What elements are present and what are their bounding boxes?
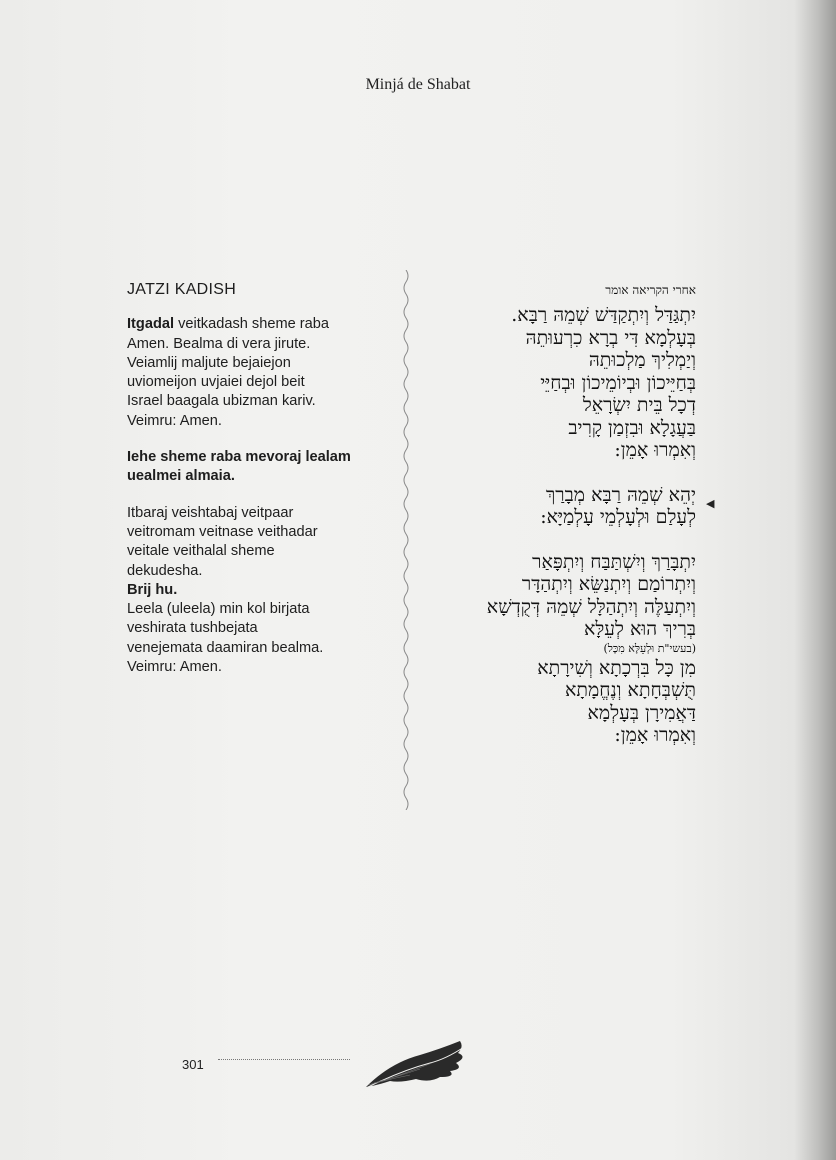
- hebrew-line: וְיִתְרוֹמַם וְיִתְנַשֵּׂא וְיִתְהַדָּר: [521, 573, 696, 595]
- hebrew-line: בְּעָלְמָא דִּי בְרָא כִרְעוּתֵהּ: [525, 326, 696, 349]
- paragraph-line: Veiamlij maljute bejaiejon: [127, 354, 291, 371]
- triangle-marker-icon: ◀: [706, 498, 715, 510]
- hebrew-heading: אחרי הקריאה אומר: [605, 283, 696, 297]
- page-title: Minjá de Shabat: [365, 76, 471, 93]
- hebrew-line: יְהֵא שְׁמֵהּ רַבָּא מְבָרַךְ: [545, 483, 696, 506]
- hebrew-line: בַּעֲגָלָא וּבִזְמַן קָרִיב: [568, 416, 696, 439]
- hebrew-line: וְיַמְלִיךְ מַלְכוּתֵהּ: [588, 349, 696, 371]
- hebrew-block-1: [376, 304, 696, 462]
- paragraph-itbaraj: [127, 504, 397, 678]
- hebrew-line: יִתְבָּרַךְ וְיִשְׁתַּבַּח וְיִתְפָּאַר: [532, 550, 696, 573]
- hebrew-line: דְכָל בֵּית יִשְׂרָאֵל: [582, 394, 696, 416]
- paragraph-line: uviomeijon uvjaiei dejol beit: [127, 374, 305, 391]
- paragraph-line: Amen. Bealma di vera jirute.: [127, 335, 311, 352]
- paragraph-line: Veimru: Amen.: [127, 412, 222, 429]
- hebrew-line: וְיִתְעַלֶּה וְיִתְהַלָּל שְׁמֵהּ דְּקֻדְשָׁא: [486, 595, 696, 618]
- paragraph-line: venejemata daamiran bealma.: [127, 639, 324, 656]
- footer-dotted-rule: [218, 1059, 350, 1060]
- feather-ornament-icon: [360, 1033, 472, 1093]
- paragraph-line: Itbaraj veishtabaj veitpaar: [127, 504, 294, 521]
- paragraph-line: dekudesha.: [127, 562, 203, 579]
- paragraph-line: Iehe sheme raba mevoraj lealam: [127, 449, 351, 466]
- hebrew-line: לְעָלַם וּלְעָלְמֵי עָלְמַיָּא:: [540, 506, 696, 528]
- paragraph-line: [127, 315, 397, 334]
- hebrew-line: בְּחַיֵּיכוֹן וּבְיוֹמֵיכוֹן וּבְחַיֵּי: [540, 371, 696, 394]
- hebrew-line: מִן כָּל בִּרְכָתָא וְשִׁירָתָא: [537, 656, 696, 679]
- hebrew-line: וְאִמְרוּ אָמֵן:: [614, 439, 696, 461]
- paragraph-line: Israel baagala ubizman kariv.: [127, 393, 316, 410]
- transliteration-column: [127, 280, 397, 694]
- paragraph-line: uealmei almaia.: [127, 468, 235, 485]
- hebrew-line: דַּאֲמִירָן בְּעָלְמָא: [587, 701, 696, 724]
- paragraph-line: Leela (uleela) min kol birjata: [127, 601, 310, 618]
- paragraph-line-bold: Brij hu.: [127, 581, 178, 598]
- hebrew-block-3: [376, 551, 696, 747]
- paragraph-line: veitale veithalal sheme: [127, 543, 275, 560]
- hebrew-line: יִתְגַּדַּל וְיִתְקַדַּשׁ שְׁמֵהּ רַבָּא.: [511, 304, 696, 326]
- page-number: 301: [182, 1057, 204, 1072]
- hebrew-column: [376, 283, 696, 769]
- hebrew-block-2: [376, 484, 696, 529]
- first-line-rest: veitkadash sheme raba: [174, 316, 329, 333]
- section-title: JATZI KADISH: [127, 281, 237, 298]
- hebrew-line: בְּרִיךְ הוּא לְעֵלָּא: [583, 618, 696, 640]
- paragraph-iehe: [127, 448, 397, 487]
- paragraph-itgadal: [127, 315, 397, 431]
- hebrew-line: וְאִמְרוּ אָמֵן:: [614, 724, 696, 746]
- paragraph-line: veitromam veitnase veithadar: [127, 523, 318, 540]
- hebrew-line: תֻּשְׁבְּחָתָא וְנֶחֱמָתָא: [564, 679, 696, 701]
- first-word: Itgadal: [127, 316, 175, 333]
- paragraph-line: Veimru: Amen.: [127, 659, 222, 676]
- hebrew-note: (בעשי"ת וּלְעֵלָּא מִכָּל): [603, 641, 696, 655]
- paragraph-line: veshirata tushbejata: [127, 620, 258, 637]
